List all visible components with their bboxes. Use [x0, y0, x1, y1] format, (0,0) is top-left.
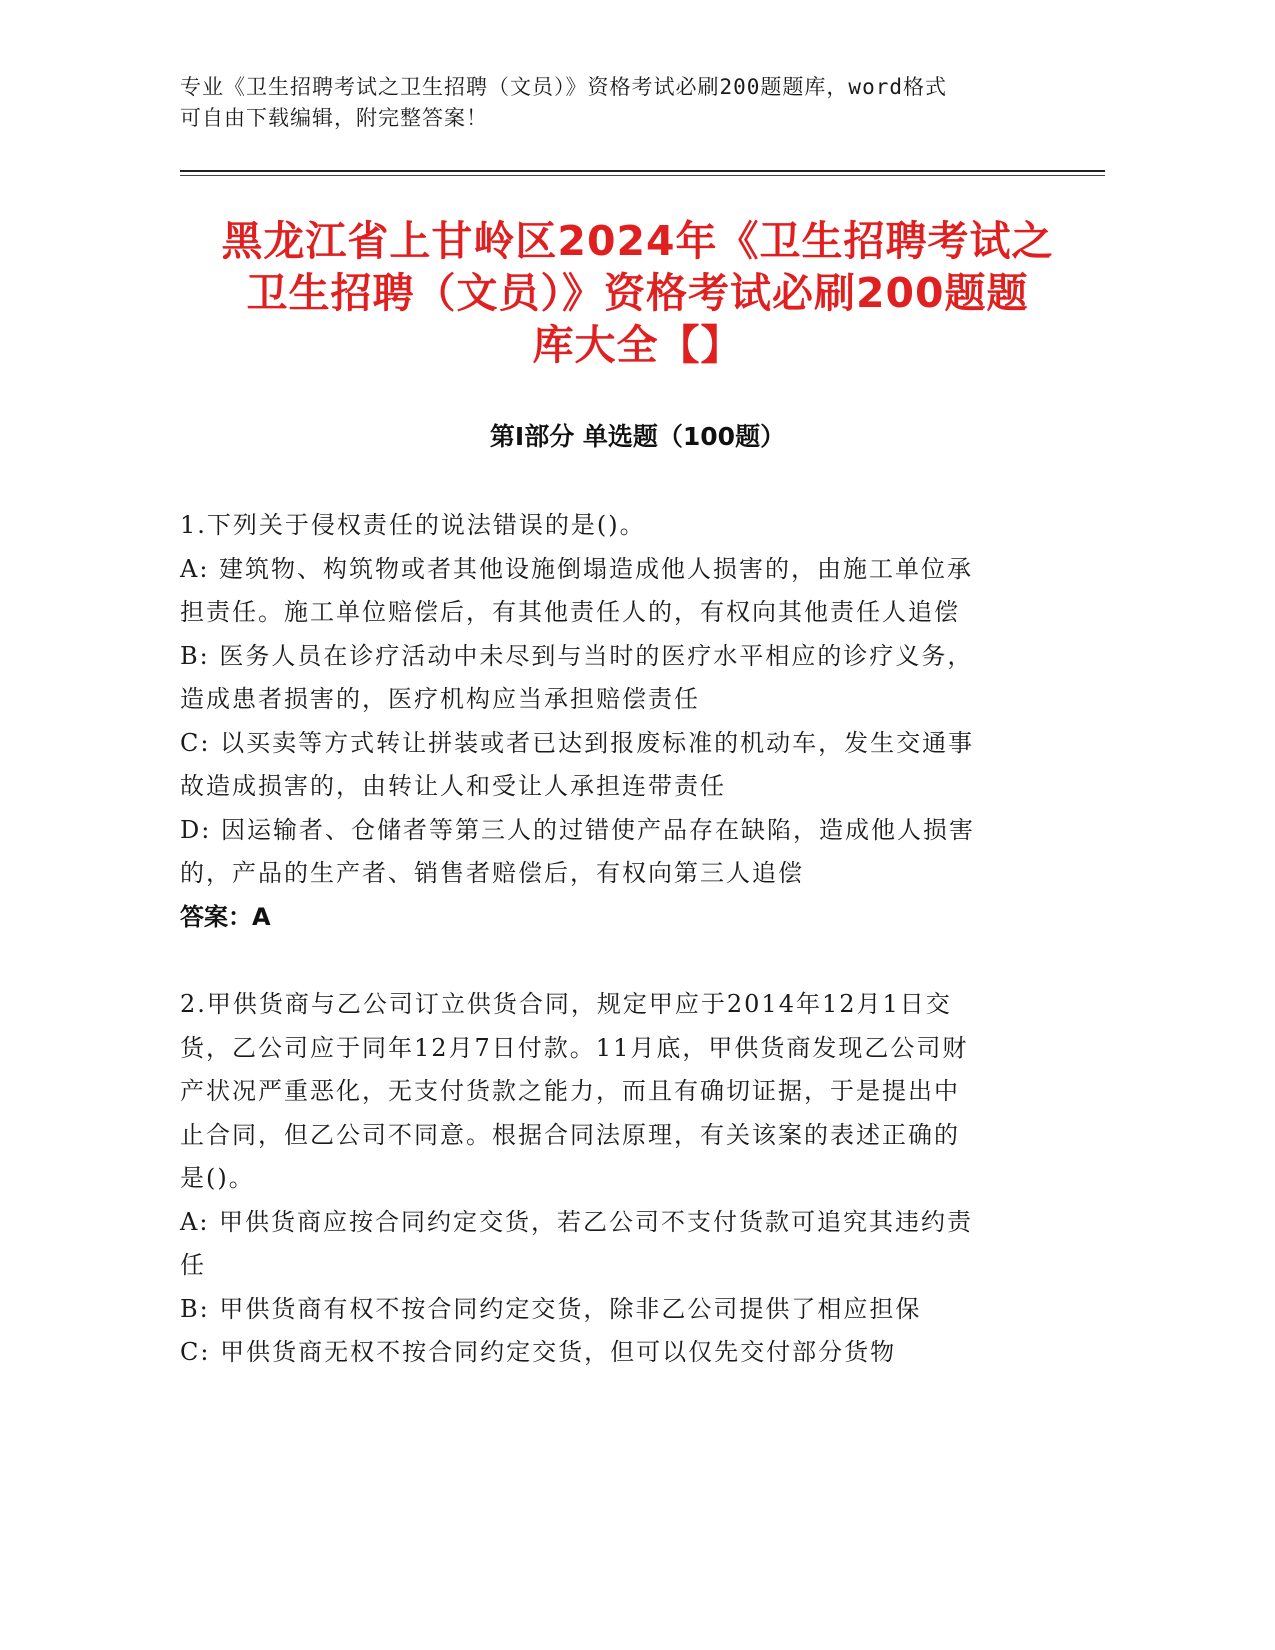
option-line: 任	[180, 1251, 206, 1279]
section-heading: 第I部分 单选题（100题）	[489, 422, 786, 451]
option-line: C: 甲供货商无权不按合同约定交货，但可以仅先交付部分货物	[180, 1338, 897, 1366]
document-title	[180, 215, 1095, 371]
option-line: D: 因运输者、仓储者等第三人的过错使产品存在缺陷，造成他人损害	[180, 815, 975, 844]
question-item	[180, 983, 1040, 1375]
question-stem: 2.甲供货商与乙公司订立供货合同，规定甲应于2014年12月1日交	[180, 990, 952, 1018]
header-divider-thick	[180, 170, 1105, 172]
question-item	[180, 504, 1040, 939]
option-line: 造成患者损害的，医疗机构应当承担赔偿责任	[180, 685, 700, 713]
question-stem: 1.下列关于侵权责任的说法错误的是()。	[180, 511, 646, 539]
header-line: 专业《卫生招聘考试之卫生招聘（文员）》资格考试必刷200题题库，word格式	[180, 75, 947, 99]
option-line: A: 建筑物、构筑物或者其他设施倒塌造成他人损害的，由施工单位承	[180, 554, 974, 583]
question-list	[180, 504, 1040, 1419]
question-stem: 货，乙公司应于同年12月7日付款。11月底，甲供货商发现乙公司财	[180, 1033, 969, 1062]
document-header-note	[180, 72, 1040, 134]
option-line: 故造成损害的，由转让人和受让人承担连带责任	[180, 772, 726, 800]
option-line: 担责任。施工单位赔偿后，有其他责任人的，有权向其他责任人追偿	[180, 598, 960, 626]
option-line: B: 甲供货商有权不按合同约定交货，除非乙公司提供了相应担保	[180, 1294, 922, 1323]
title-line: 卫生招聘（文员）》资格考试必刷200题题	[246, 269, 1029, 317]
header-divider-thin	[180, 175, 1105, 176]
question-stem: 止合同，但乙公司不同意。根据合同法原理，有关该案的表述正确的	[180, 1120, 960, 1149]
title-line: 黑龙江省上甘岭区2024年《卫生招聘考试之	[221, 217, 1054, 265]
option-line: 的，产品的生产者、销售者赔偿后，有权向第三人追偿	[180, 859, 804, 887]
option-line: A: 甲供货商应按合同约定交货，若乙公司不支付货款可追究其违约责	[180, 1207, 974, 1236]
option-line: B: 医务人员在诊疗活动中未尽到与当时的医疗水平相应的诊疗义务，	[180, 641, 974, 670]
question-stem: 产状况严重恶化，无支付货款之能力，而且有确切证据，于是提出中	[180, 1077, 960, 1105]
answer-label: 答案：A	[180, 902, 271, 931]
title-line: 库大全【】	[532, 321, 743, 369]
header-line: 可自由下载编辑，附完整答案！	[180, 106, 488, 130]
option-line: C: 以买卖等方式转让拼装或者已达到报废标准的机动车，发生交通事	[180, 728, 975, 757]
question-stem: 是()。	[180, 1164, 255, 1192]
